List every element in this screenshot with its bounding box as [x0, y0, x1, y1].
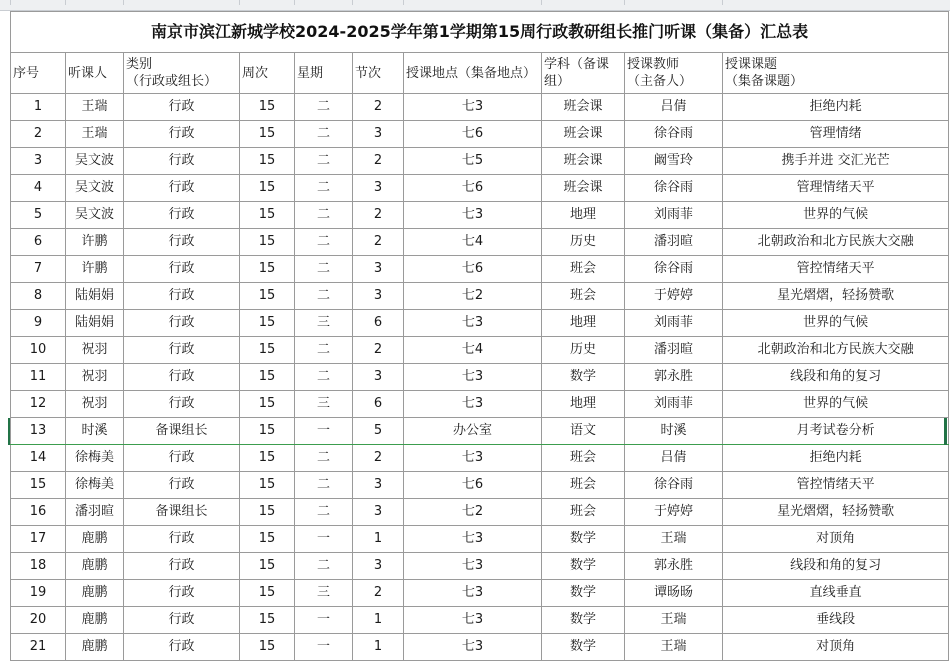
- table-cell[interactable]: 垂线段: [723, 607, 949, 634]
- table-cell[interactable]: 月考试卷分析: [723, 418, 949, 445]
- table-cell[interactable]: 二: [295, 283, 353, 310]
- table-cell[interactable]: 15: [240, 175, 295, 202]
- table-cell[interactable]: 二: [295, 445, 353, 472]
- header-cell[interactable]: 周次: [240, 53, 295, 94]
- table-cell[interactable]: 15: [240, 310, 295, 337]
- table-cell[interactable]: 王瑞: [625, 634, 723, 661]
- table-cell[interactable]: 15: [240, 256, 295, 283]
- table-cell[interactable]: 班会课: [542, 121, 625, 148]
- table-row: [11, 283, 949, 310]
- header-cell[interactable]: 授课教师 （主备人）: [625, 53, 723, 94]
- table-cell[interactable]: 北朝政治和北方民族大交融: [723, 229, 949, 256]
- table-cell[interactable]: 王瑞: [625, 526, 723, 553]
- table-cell[interactable]: 祝羽: [66, 337, 124, 364]
- table-cell[interactable]: 王瑞: [625, 607, 723, 634]
- table-cell[interactable]: 11: [11, 364, 66, 391]
- table-cell[interactable]: 行政: [124, 337, 240, 364]
- table-row: [11, 310, 949, 337]
- table-cell[interactable]: 数学: [542, 364, 625, 391]
- header-cell[interactable]: 节次: [353, 53, 404, 94]
- table-cell[interactable]: 15: [240, 634, 295, 661]
- table-cell[interactable]: 12: [11, 391, 66, 418]
- table-cell[interactable]: 携手并进 交汇光芒: [723, 148, 949, 175]
- table-cell[interactable]: 3: [353, 472, 404, 499]
- table-cell[interactable]: 5: [353, 418, 404, 445]
- table-cell[interactable]: 徐梅美: [66, 472, 124, 499]
- header-cell[interactable]: 类别 （行政或组长）: [124, 53, 240, 94]
- table-cell[interactable]: 二: [295, 202, 353, 229]
- table-cell[interactable]: 三: [295, 310, 353, 337]
- table-cell[interactable]: 班会课: [542, 94, 625, 121]
- table-cell[interactable]: 2: [353, 148, 404, 175]
- table-cell[interactable]: 对顶角: [723, 526, 949, 553]
- table-cell[interactable]: 七2: [404, 499, 542, 526]
- table-cell[interactable]: 徐谷雨: [625, 121, 723, 148]
- table-cell[interactable]: 七3: [404, 445, 542, 472]
- table-cell[interactable]: 许鹏: [66, 256, 124, 283]
- table-row: [11, 580, 949, 607]
- table-cell[interactable]: 七6: [404, 121, 542, 148]
- table-cell[interactable]: 吴文波: [66, 202, 124, 229]
- header-cell[interactable]: 序号: [11, 53, 66, 94]
- table-cell[interactable]: 2: [353, 337, 404, 364]
- table-cell[interactable]: 行政: [124, 121, 240, 148]
- table-cell[interactable]: 二: [295, 94, 353, 121]
- table-cell[interactable]: 数学: [542, 634, 625, 661]
- table-cell[interactable]: 3: [353, 256, 404, 283]
- table-row: [11, 256, 949, 283]
- sheet-title[interactable]: 南京市滨江新城学校2024-2025学年第1学期第15周行政教研组长推门听课（集备）汇总表: [11, 12, 949, 53]
- table-cell[interactable]: 1: [353, 634, 404, 661]
- table-cell[interactable]: 七3: [404, 553, 542, 580]
- table-cell[interactable]: 15: [240, 391, 295, 418]
- table-cell[interactable]: 吴文波: [66, 175, 124, 202]
- table-cell[interactable]: 7: [11, 256, 66, 283]
- table-cell[interactable]: 七3: [404, 391, 542, 418]
- table-cell[interactable]: 二: [295, 148, 353, 175]
- table-cell[interactable]: 线段和角的复习: [723, 364, 949, 391]
- table-cell[interactable]: 地理: [542, 202, 625, 229]
- table-cell[interactable]: 七3: [404, 310, 542, 337]
- table-cell[interactable]: 备课组长: [124, 499, 240, 526]
- table-cell[interactable]: 班会: [542, 472, 625, 499]
- table-row: [11, 148, 949, 175]
- table-cell[interactable]: 王瑞: [66, 94, 124, 121]
- table-cell[interactable]: 星光熠熠，轻扬赞歌: [723, 499, 949, 526]
- table-cell[interactable]: 二: [295, 499, 353, 526]
- table-cell[interactable]: 徐谷雨: [625, 256, 723, 283]
- table-cell[interactable]: 管理情绪天平: [723, 175, 949, 202]
- table-cell[interactable]: 行政: [124, 553, 240, 580]
- table-cell[interactable]: 于婷婷: [625, 499, 723, 526]
- table-cell[interactable]: 一: [295, 607, 353, 634]
- table-cell[interactable]: 行政: [124, 229, 240, 256]
- table-cell[interactable]: 时溪: [66, 418, 124, 445]
- table-cell[interactable]: 行政: [124, 580, 240, 607]
- table-cell[interactable]: 行政: [124, 391, 240, 418]
- table-row: [11, 391, 949, 418]
- table-cell[interactable]: 20: [11, 607, 66, 634]
- table-cell[interactable]: 15: [240, 337, 295, 364]
- table-cell[interactable]: 5: [11, 202, 66, 229]
- table-cell[interactable]: 北朝政治和北方民族大交融: [723, 337, 949, 364]
- table-cell[interactable]: 鹿鹏: [66, 607, 124, 634]
- table-cell[interactable]: 行政: [124, 256, 240, 283]
- table-cell[interactable]: 行政: [124, 445, 240, 472]
- table-cell[interactable]: 世界的气候: [723, 391, 949, 418]
- table-cell[interactable]: 二: [295, 553, 353, 580]
- table-cell[interactable]: 郭永胜: [625, 553, 723, 580]
- table-cell[interactable]: 七5: [404, 148, 542, 175]
- table-cell[interactable]: 许鹏: [66, 229, 124, 256]
- table-cell[interactable]: 21: [11, 634, 66, 661]
- table-cell[interactable]: 管控情绪天平: [723, 256, 949, 283]
- table-cell[interactable]: 1: [11, 94, 66, 121]
- table-cell[interactable]: 15: [240, 94, 295, 121]
- table-cell[interactable]: 13: [11, 418, 66, 445]
- table-cell[interactable]: 3: [353, 283, 404, 310]
- table-cell[interactable]: 七3: [404, 526, 542, 553]
- table-cell[interactable]: 祝羽: [66, 391, 124, 418]
- table-cell[interactable]: 行政: [124, 607, 240, 634]
- table-cell[interactable]: 15: [240, 283, 295, 310]
- table-cell[interactable]: 七3: [404, 607, 542, 634]
- table-cell[interactable]: 17: [11, 526, 66, 553]
- table-cell[interactable]: 19: [11, 580, 66, 607]
- table-cell[interactable]: 鹿鹏: [66, 553, 124, 580]
- table-cell[interactable]: 3: [353, 499, 404, 526]
- table-cell[interactable]: 数学: [542, 607, 625, 634]
- table-cell[interactable]: 二: [295, 121, 353, 148]
- table-cell[interactable]: 2: [11, 121, 66, 148]
- table-cell[interactable]: 二: [295, 229, 353, 256]
- table-cell[interactable]: 二: [295, 364, 353, 391]
- table-cell[interactable]: 鹿鹏: [66, 580, 124, 607]
- table-cell[interactable]: 世界的气候: [723, 310, 949, 337]
- table-cell[interactable]: 3: [353, 553, 404, 580]
- table-cell[interactable]: 15: [240, 526, 295, 553]
- table-cell[interactable]: 一: [295, 418, 353, 445]
- selection-marker-left: [8, 418, 10, 445]
- table-cell[interactable]: 拒绝内耗: [723, 445, 949, 472]
- table-cell[interactable]: 拒绝内耗: [723, 94, 949, 121]
- table-cell[interactable]: 15: [240, 499, 295, 526]
- table-cell[interactable]: 吴文波: [66, 148, 124, 175]
- table-cell[interactable]: 语文: [542, 418, 625, 445]
- table-cell[interactable]: 数学: [542, 526, 625, 553]
- table-cell[interactable]: 历史: [542, 229, 625, 256]
- table-cell[interactable]: 七3: [404, 364, 542, 391]
- table-cell[interactable]: 三: [295, 580, 353, 607]
- table-cell[interactable]: 16: [11, 499, 66, 526]
- table-cell[interactable]: 二: [295, 472, 353, 499]
- table-cell[interactable]: 班会: [542, 445, 625, 472]
- table-row: [11, 121, 949, 148]
- header-row: [11, 53, 949, 94]
- table-cell[interactable]: 郭永胜: [625, 364, 723, 391]
- table-cell[interactable]: 二: [295, 337, 353, 364]
- table-cell[interactable]: 4: [11, 175, 66, 202]
- table-cell[interactable]: 15: [240, 364, 295, 391]
- table-row: [11, 418, 949, 445]
- table-row: [11, 364, 949, 391]
- table-cell[interactable]: 世界的气候: [723, 202, 949, 229]
- table-cell[interactable]: 吕倩: [625, 94, 723, 121]
- table-cell[interactable]: 七3: [404, 634, 542, 661]
- table-cell[interactable]: 2: [353, 202, 404, 229]
- table-cell[interactable]: 行政: [124, 202, 240, 229]
- table-cell[interactable]: 15: [240, 121, 295, 148]
- table-cell[interactable]: 阚雪玲: [625, 148, 723, 175]
- table-row: [11, 445, 949, 472]
- table-cell[interactable]: 行政: [124, 472, 240, 499]
- table-cell[interactable]: 行政: [124, 364, 240, 391]
- table-cell[interactable]: 10: [11, 337, 66, 364]
- table-cell[interactable]: 班会: [542, 499, 625, 526]
- table-cell[interactable]: 1: [353, 526, 404, 553]
- table-cell[interactable]: 15: [240, 418, 295, 445]
- table-cell[interactable]: 2: [353, 445, 404, 472]
- table-cell[interactable]: 潘羽暄: [625, 337, 723, 364]
- table-cell[interactable]: 王瑞: [66, 121, 124, 148]
- table-cell[interactable]: 班会: [542, 256, 625, 283]
- header-cell[interactable]: 授课课题 （集备课题）: [723, 53, 949, 94]
- table-cell[interactable]: 徐梅美: [66, 445, 124, 472]
- table-cell[interactable]: 七3: [404, 202, 542, 229]
- table-cell[interactable]: 鹿鹏: [66, 526, 124, 553]
- header-cell[interactable]: 听课人: [66, 53, 124, 94]
- table-cell[interactable]: 15: [240, 445, 295, 472]
- table-cell[interactable]: 1: [353, 607, 404, 634]
- table-cell[interactable]: 时溪: [625, 418, 723, 445]
- table-cell[interactable]: 班会课: [542, 175, 625, 202]
- table-cell[interactable]: 七4: [404, 229, 542, 256]
- table-cell[interactable]: 行政: [124, 526, 240, 553]
- table-row: [11, 553, 949, 580]
- table-cell[interactable]: 备课组长: [124, 418, 240, 445]
- table-cell[interactable]: 行政: [124, 175, 240, 202]
- table-cell[interactable]: 祝羽: [66, 364, 124, 391]
- table-cell[interactable]: 对顶角: [723, 634, 949, 661]
- table-cell[interactable]: 行政: [124, 94, 240, 121]
- header-cell[interactable]: 星期: [295, 53, 353, 94]
- table-cell[interactable]: 15: [240, 202, 295, 229]
- table-cell[interactable]: 七2: [404, 283, 542, 310]
- table-row: [11, 526, 949, 553]
- table-cell[interactable]: 三: [295, 391, 353, 418]
- table-cell[interactable]: 地理: [542, 310, 625, 337]
- table-cell[interactable]: 15: [240, 580, 295, 607]
- table-row: [11, 175, 949, 202]
- table-cell[interactable]: 15: [240, 472, 295, 499]
- table-cell[interactable]: 数学: [542, 580, 625, 607]
- selection-marker-right: [944, 418, 947, 445]
- table-cell[interactable]: 七3: [404, 94, 542, 121]
- table-cell[interactable]: 数学: [542, 553, 625, 580]
- table-cell[interactable]: 管控情绪天平: [723, 472, 949, 499]
- table-cell[interactable]: 3: [11, 148, 66, 175]
- table-cell[interactable]: 谭旸旸: [625, 580, 723, 607]
- table-row: [11, 499, 949, 526]
- table-cell[interactable]: 二: [295, 256, 353, 283]
- table-cell[interactable]: 徐谷雨: [625, 472, 723, 499]
- table-row: [11, 229, 949, 256]
- table-cell[interactable]: 3: [353, 121, 404, 148]
- table-cell[interactable]: 二: [295, 175, 353, 202]
- table-cell[interactable]: 星光熠熠，轻扬赞歌: [723, 283, 949, 310]
- table-row: [11, 202, 949, 229]
- table-cell[interactable]: 刘雨菲: [625, 310, 723, 337]
- table-cell[interactable]: 吕倩: [625, 445, 723, 472]
- table-cell[interactable]: 15: [11, 472, 66, 499]
- table-cell[interactable]: 七4: [404, 337, 542, 364]
- table-cell[interactable]: 于婷婷: [625, 283, 723, 310]
- spreadsheet-table: [10, 11, 949, 661]
- table-cell[interactable]: 班会课: [542, 148, 625, 175]
- table-cell[interactable]: 陆娟娟: [66, 283, 124, 310]
- table-cell[interactable]: 鹿鹏: [66, 634, 124, 661]
- table-cell[interactable]: 6: [353, 391, 404, 418]
- table-cell[interactable]: 历史: [542, 337, 625, 364]
- table-cell[interactable]: 行政: [124, 148, 240, 175]
- table-cell[interactable]: 七6: [404, 256, 542, 283]
- header-cell[interactable]: 学科（备课组）: [542, 53, 625, 94]
- table-cell[interactable]: 一: [295, 526, 353, 553]
- table-cell[interactable]: 8: [11, 283, 66, 310]
- table-cell[interactable]: 15: [240, 553, 295, 580]
- table-cell[interactable]: 办公室: [404, 418, 542, 445]
- table-cell[interactable]: 潘羽暄: [625, 229, 723, 256]
- table-cell[interactable]: 直线垂直: [723, 580, 949, 607]
- table-cell[interactable]: 15: [240, 607, 295, 634]
- table-cell[interactable]: 地理: [542, 391, 625, 418]
- table-cell[interactable]: 班会: [542, 283, 625, 310]
- table-cell[interactable]: 徐谷雨: [625, 175, 723, 202]
- table-cell[interactable]: 陆娟娟: [66, 310, 124, 337]
- table-cell[interactable]: 行政: [124, 283, 240, 310]
- table-cell[interactable]: 刘雨菲: [625, 202, 723, 229]
- table-cell[interactable]: 一: [295, 634, 353, 661]
- table-row: [11, 94, 949, 121]
- table-cell[interactable]: 刘雨菲: [625, 391, 723, 418]
- table-cell[interactable]: 七6: [404, 472, 542, 499]
- table-cell[interactable]: 14: [11, 445, 66, 472]
- table-cell[interactable]: 行政: [124, 310, 240, 337]
- table-cell[interactable]: 潘羽暄: [66, 499, 124, 526]
- table-cell[interactable]: 2: [353, 229, 404, 256]
- table-cell[interactable]: 3: [353, 175, 404, 202]
- table-cell[interactable]: 15: [240, 229, 295, 256]
- table-cell[interactable]: 七3: [404, 580, 542, 607]
- table-row: [11, 607, 949, 634]
- table-cell[interactable]: 行政: [124, 634, 240, 661]
- header-cell[interactable]: 授课地点（集备地点）: [404, 53, 542, 94]
- title-row: [11, 12, 949, 53]
- table-row: [11, 472, 949, 499]
- table-row: [11, 337, 949, 364]
- table-cell[interactable]: 18: [11, 553, 66, 580]
- table-cell[interactable]: 6: [11, 229, 66, 256]
- table-cell[interactable]: 七6: [404, 175, 542, 202]
- table-cell[interactable]: 管理情绪: [723, 121, 949, 148]
- table-cell[interactable]: 线段和角的复习: [723, 553, 949, 580]
- table-cell[interactable]: 2: [353, 94, 404, 121]
- table-cell[interactable]: 15: [240, 148, 295, 175]
- table-row: [11, 634, 949, 661]
- table-cell[interactable]: 9: [11, 310, 66, 337]
- table-cell[interactable]: 6: [353, 310, 404, 337]
- table-cell[interactable]: 3: [353, 364, 404, 391]
- column-header-bar: [0, 0, 950, 11]
- table-cell[interactable]: 2: [353, 580, 404, 607]
